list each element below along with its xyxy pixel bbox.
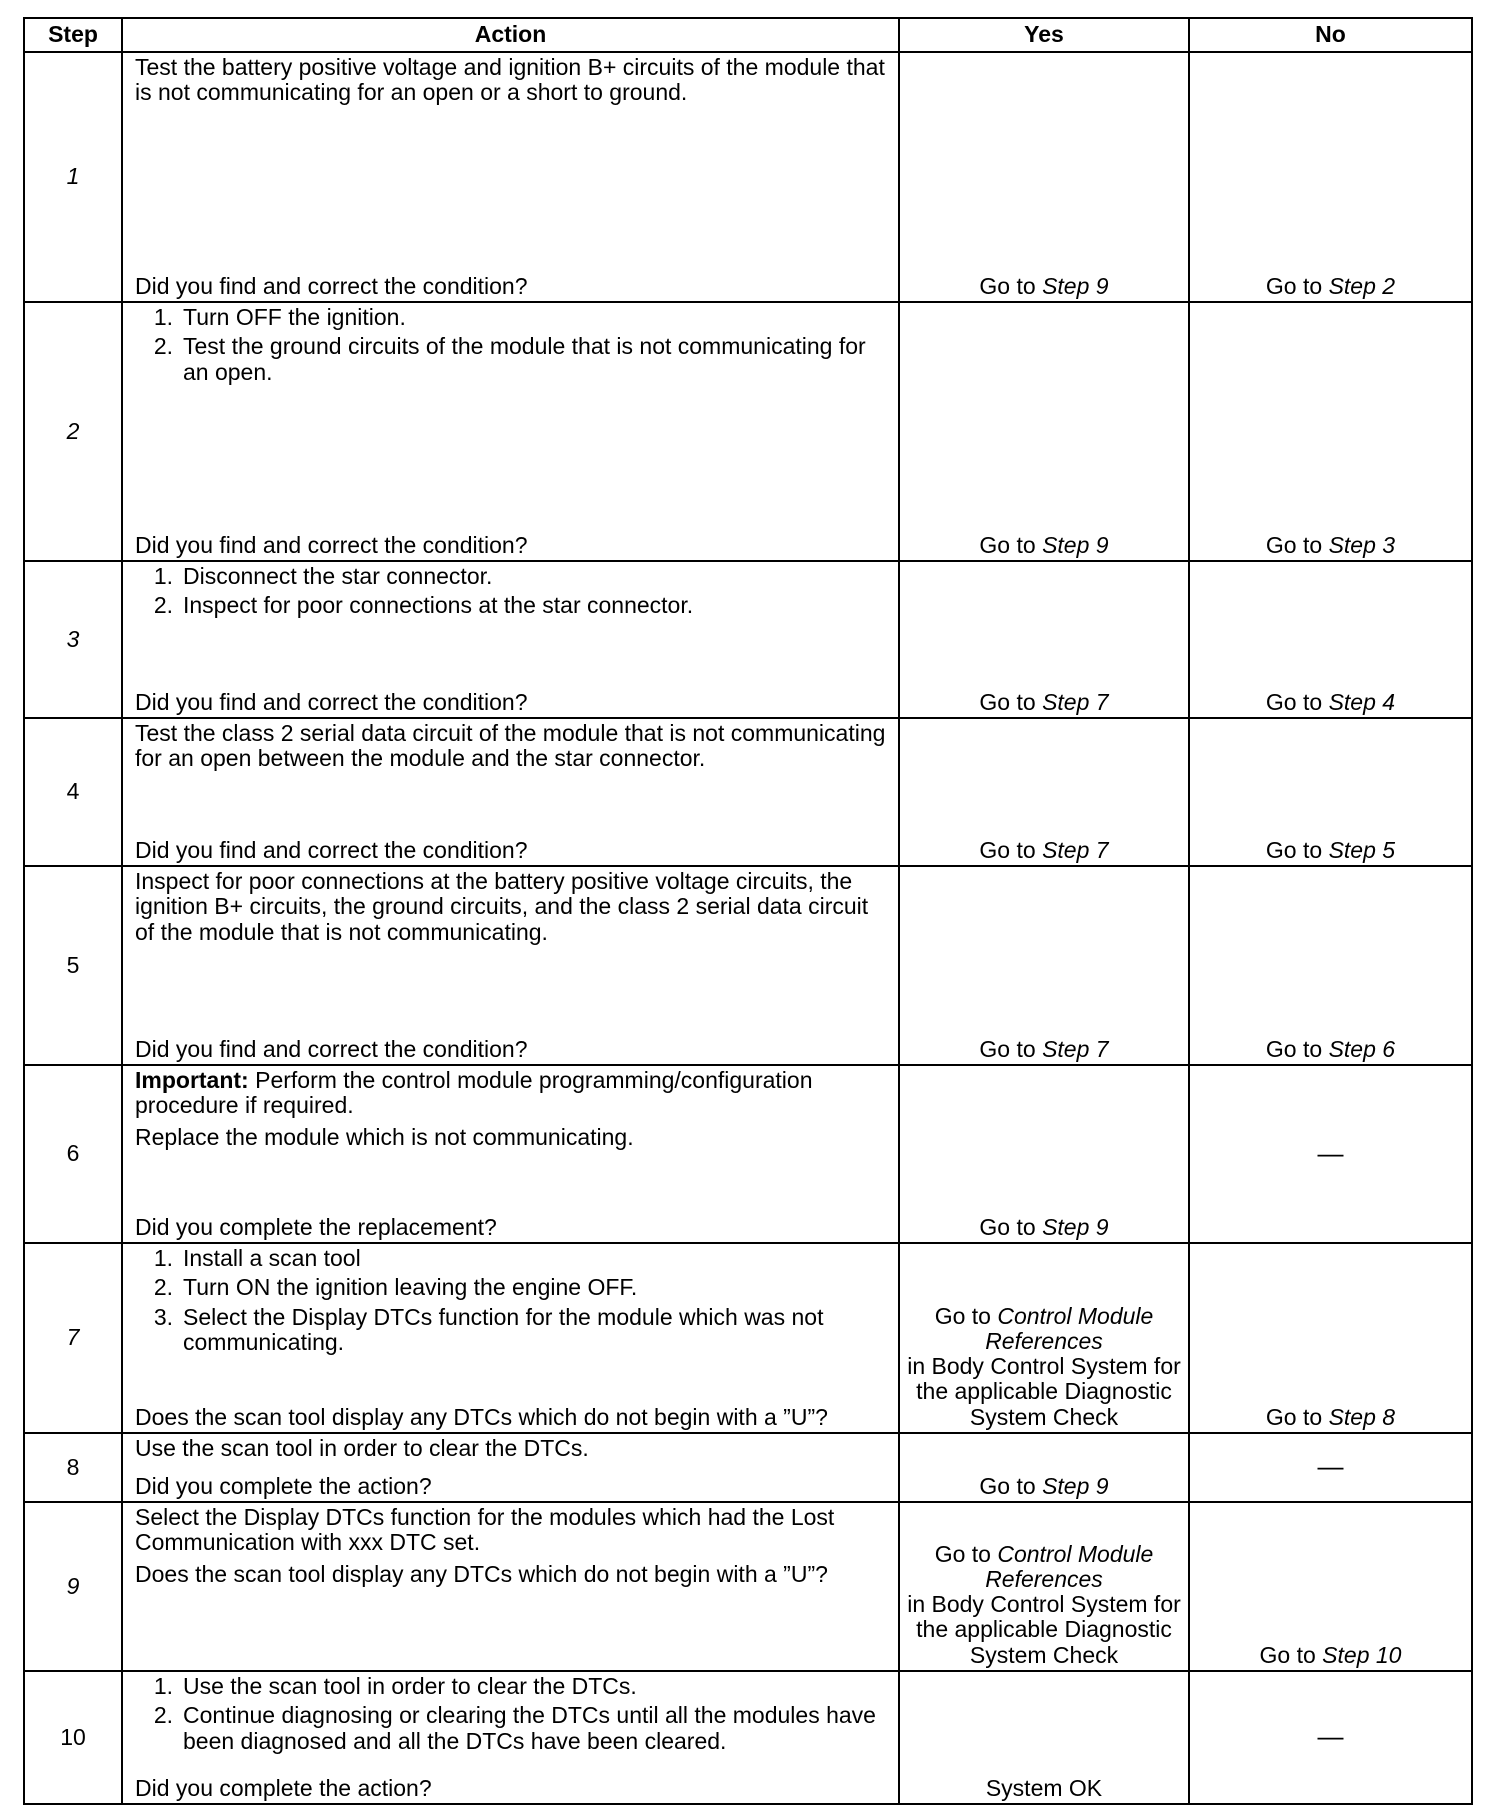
no-cell: Go to Step 4: [1189, 561, 1472, 718]
step-number: 3: [24, 561, 122, 718]
header-no: No: [1189, 18, 1472, 52]
list-item: 2. Test the ground circuits of the module that is not communicating for an open.: [153, 333, 866, 385]
list-item: 1. Use the scan tool in order to clear the DTCs.: [153, 1673, 637, 1699]
action-cell: [122, 718, 899, 866]
step-link: Step 10: [1322, 1641, 1402, 1668]
yes-cell: Go to Step 9: [899, 52, 1189, 302]
table-row: [24, 1502, 1472, 1671]
action-text: Select the Display DTCs function for the modules which had the Lost Communication with xxx DTC set.: [135, 1504, 835, 1556]
action-question: Did you find and correct the condition?: [135, 1035, 528, 1062]
important-label: Important:: [135, 1067, 249, 1093]
step-link: Step 2: [1328, 272, 1396, 299]
action-question: Does the scan tool display any DTCs which do not begin with a ”U”?: [135, 1403, 828, 1430]
header-action: Action: [122, 18, 899, 52]
action-text: Inspect for poor connections at the battery positive voltage circuits, the ignition B+ circuits, the ground circuits, and the class 2 serial data circuit of the module that is not communicating.: [135, 868, 869, 945]
yes-cell: Go to Control Module References in Body Control System for the applicable Diagnostic System Check: [899, 1243, 1189, 1433]
list-item: 1. Disconnect the star connector.: [153, 563, 493, 589]
yes-cell: Go to Step 7: [899, 866, 1189, 1065]
action-cell: [122, 1433, 899, 1502]
no-cell: —: [1189, 1433, 1472, 1502]
action-cell: [122, 1243, 899, 1433]
no-cell: Go to Step 6: [1189, 866, 1472, 1065]
action-text: Test the battery positive voltage and ignition B+ circuits of the module that is not communicating for an open or a short to ground.: [135, 54, 885, 106]
action-cell: [122, 866, 899, 1065]
step-number: 1: [24, 52, 122, 302]
table-row: [24, 718, 1472, 866]
important-note: Important: Perform the control module programming/configuration procedure if required.: [135, 1067, 813, 1119]
step-link: Step 8: [1328, 1403, 1396, 1430]
step-number: 4: [24, 718, 122, 866]
no-cell: —: [1189, 1671, 1472, 1804]
table-row: [24, 1065, 1472, 1243]
step-link: Step 9: [1042, 531, 1109, 558]
step-number: 5: [24, 866, 122, 1065]
table-row: [24, 1671, 1472, 1804]
step-number: 8: [24, 1433, 122, 1502]
table-row: [24, 1433, 1472, 1502]
list-item: 1. Turn OFF the ignition.: [153, 304, 406, 330]
header-step: Step: [24, 18, 122, 52]
yes-cell: Go to Control Module References in Body Control System for the applicable Diagnostic System Check: [899, 1502, 1189, 1671]
reference-link: Control Module References: [985, 1540, 1154, 1592]
step-link: Step 9: [1042, 1213, 1109, 1240]
step-number: 7: [24, 1243, 122, 1433]
action-question: Did you find and correct the condition?: [135, 688, 528, 715]
no-cell: Go to Step 5: [1189, 718, 1472, 866]
action-text: Test the class 2 serial data circuit of the module that is not communicating for an open between the module and the star connector.: [135, 720, 886, 772]
action-cell: [122, 1671, 899, 1804]
reference-link: Control Module References: [985, 1302, 1154, 1354]
step-number: 6: [24, 1065, 122, 1243]
action-text: Replace the module which is not communicating.: [135, 1123, 634, 1150]
action-question: Did you complete the action?: [135, 1472, 432, 1499]
list-item: 3. Select the Display DTCs function for the module which was not communicating.: [153, 1303, 824, 1355]
action-question: Did you complete the replacement?: [135, 1213, 497, 1240]
no-cell: Go to Step 10: [1189, 1502, 1472, 1671]
step-link: Step 5: [1328, 836, 1396, 863]
action-question: Did you complete the action?: [135, 1774, 432, 1801]
step-number: 2: [24, 302, 122, 561]
step-link: Step 3: [1328, 531, 1396, 558]
table-row: [24, 561, 1472, 718]
step-number: 10: [24, 1671, 122, 1804]
list-item: 2. Inspect for poor connections at the star connector.: [153, 592, 694, 619]
no-cell: Go to Step 3: [1189, 302, 1472, 561]
no-cell: —: [1189, 1065, 1472, 1243]
list-item: 1. Install a scan tool: [153, 1245, 361, 1271]
action-cell: [122, 561, 899, 718]
action-cell: [122, 1502, 899, 1671]
yes-cell: Go to Step 7: [899, 718, 1189, 866]
action-cell: [122, 52, 899, 302]
step-link: Step 7: [1042, 688, 1109, 715]
step-link: Step 9: [1042, 1472, 1109, 1499]
header-row: [24, 18, 1472, 52]
action-text: Use the scan tool in order to clear the DTCs.: [135, 1435, 589, 1461]
table-row: [24, 866, 1472, 1065]
step-number: 9: [24, 1502, 122, 1671]
action-question: Did you find and correct the condition?: [135, 272, 528, 299]
step-link: Step 4: [1328, 688, 1396, 715]
list-item: 2. Continue diagnosing or clearing the DTCs until all the modules have been diagnosed and all the DTCs have been cleared.: [153, 1702, 876, 1754]
step-link: Step 7: [1042, 1035, 1109, 1062]
action-cell: [122, 302, 899, 561]
yes-cell: Go to Step 9: [899, 1433, 1189, 1502]
action-question: Did you find and correct the condition?: [135, 836, 528, 863]
step-link: Step 9: [1042, 272, 1109, 299]
diagnostic-table: [23, 17, 1473, 1805]
table-row: [24, 52, 1472, 302]
table-row: [24, 302, 1472, 561]
yes-cell: Go to Step 7: [899, 561, 1189, 718]
no-cell: Go to Step 8: [1189, 1243, 1472, 1433]
yes-cell: System OK: [899, 1671, 1189, 1804]
step-link: Step 7: [1042, 836, 1109, 863]
action-cell: [122, 1065, 899, 1243]
yes-cell: Go to Step 9: [899, 302, 1189, 561]
action-question: Does the scan tool display any DTCs which do not begin with a ”U”?: [135, 1560, 828, 1587]
no-cell: Go to Step 2: [1189, 52, 1472, 302]
step-link: Step 6: [1328, 1035, 1396, 1062]
header-yes: Yes: [899, 18, 1189, 52]
action-question: Did you find and correct the condition?: [135, 531, 528, 558]
table-row: [24, 1243, 1472, 1433]
list-item: 2. Turn ON the ignition leaving the engine OFF.: [153, 1274, 638, 1301]
yes-cell: Go to Step 9: [899, 1065, 1189, 1243]
